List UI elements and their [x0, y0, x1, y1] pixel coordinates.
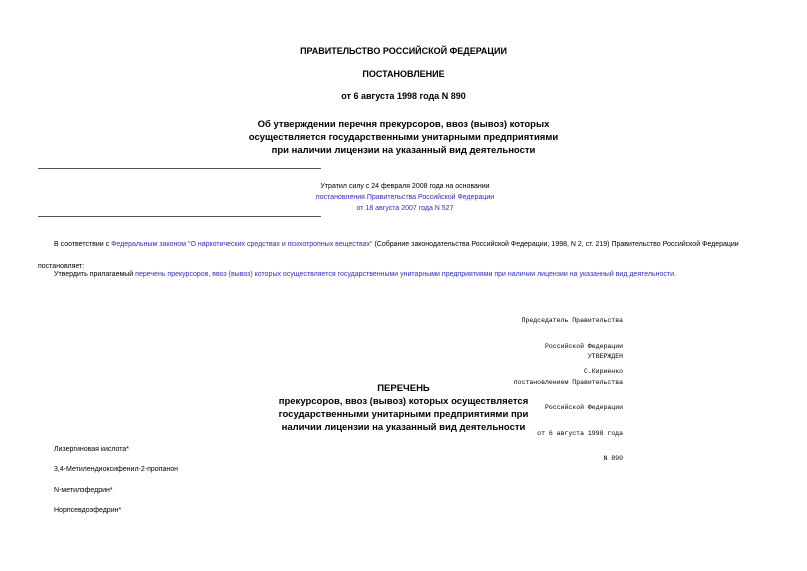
signature-line-1: Председатель Правительства: [521, 317, 623, 324]
title-line-2: осуществляется государственными унитарными предприятиями: [248, 132, 559, 143]
status-note-text: Утратил силу с 24 февраля 2008 года на основании: [320, 183, 490, 190]
top-divider: [38, 168, 321, 169]
p2-prefix: Утвердить прилагаемый: [54, 271, 136, 278]
paragraph-1-end: постановляет:: [38, 263, 85, 270]
list-heading: [0, 382, 807, 434]
repeal-decree-link[interactable]: постановления Правительства Российской Федерации: [315, 194, 495, 201]
approval-line-1: УТВЕРЖДЕН: [587, 353, 623, 360]
approval-line-4: от 6 августа 1998 года: [537, 429, 623, 437]
signature-line-2: Российской Федерации: [544, 342, 623, 350]
document-title: [0, 118, 807, 157]
federal-law-link[interactable]: Федеральным законом "О наркотических средствах и психотропных веществах": [111, 241, 373, 248]
list-item: Лизергиновая кислота*: [54, 446, 130, 453]
repeal-decree-date-link[interactable]: от 18 августа 2007 года N 527: [356, 205, 454, 212]
p2-suffix: .: [674, 271, 676, 278]
precursor-list-link[interactable]: перечень прекурсоров, ввоз (вывоз) которых осуществляется государственными унитарными предприятиями при наличии лицензии на указанный вид деятельности: [135, 271, 675, 278]
list-item: N-метилэфедрин*: [54, 487, 113, 494]
bottom-divider: [38, 216, 321, 217]
title-line-3: при наличии лицензии на указанный вид деятельности: [271, 145, 536, 156]
approval-line-3: Российской Федерации: [544, 404, 623, 411]
p1-prefix: В соответствии с: [54, 241, 112, 248]
doc-type-heading: ПОСТАНОВЛЕНИЕ: [362, 69, 445, 79]
list-heading-line-2: государственными унитарными предприятиями при: [278, 409, 529, 420]
list-title: ПЕРЕЧЕНЬ: [377, 383, 430, 394]
approval-line-2: постановлением Правительства: [513, 378, 623, 386]
list-heading-line-3: наличии лицензии на указанный вид деятельности: [281, 422, 526, 433]
list-heading-line-1: прекурсоров, ввоз (вывоз) которых осуществляется: [278, 396, 529, 407]
approval-line-5: N 890: [603, 455, 623, 462]
p1-suffix: (Собрание законодательства Российской Федерации, 1998, N 2, ст. 219) Правительство Российской Федерации: [372, 241, 739, 248]
doc-date-number: от 6 августа 1998 года N 890: [341, 91, 466, 101]
list-item: 3,4-Метилендиоксифенил-2-пропанон: [54, 466, 178, 473]
status-note: [300, 181, 510, 214]
title-line-1: Об утверждении перечня прекурсоров, ввоз (вывоз) которых: [257, 119, 550, 130]
government-heading: ПРАВИТЕЛЬСТВО РОССИЙСКОЙ ФЕДЕРАЦИИ: [300, 46, 507, 56]
signature-line-3: С.Кириенко: [583, 368, 623, 375]
paragraph-2: [54, 269, 774, 280]
paragraph-1: [54, 239, 774, 250]
list-item: Норпсевдоэфедрин*: [54, 507, 122, 514]
